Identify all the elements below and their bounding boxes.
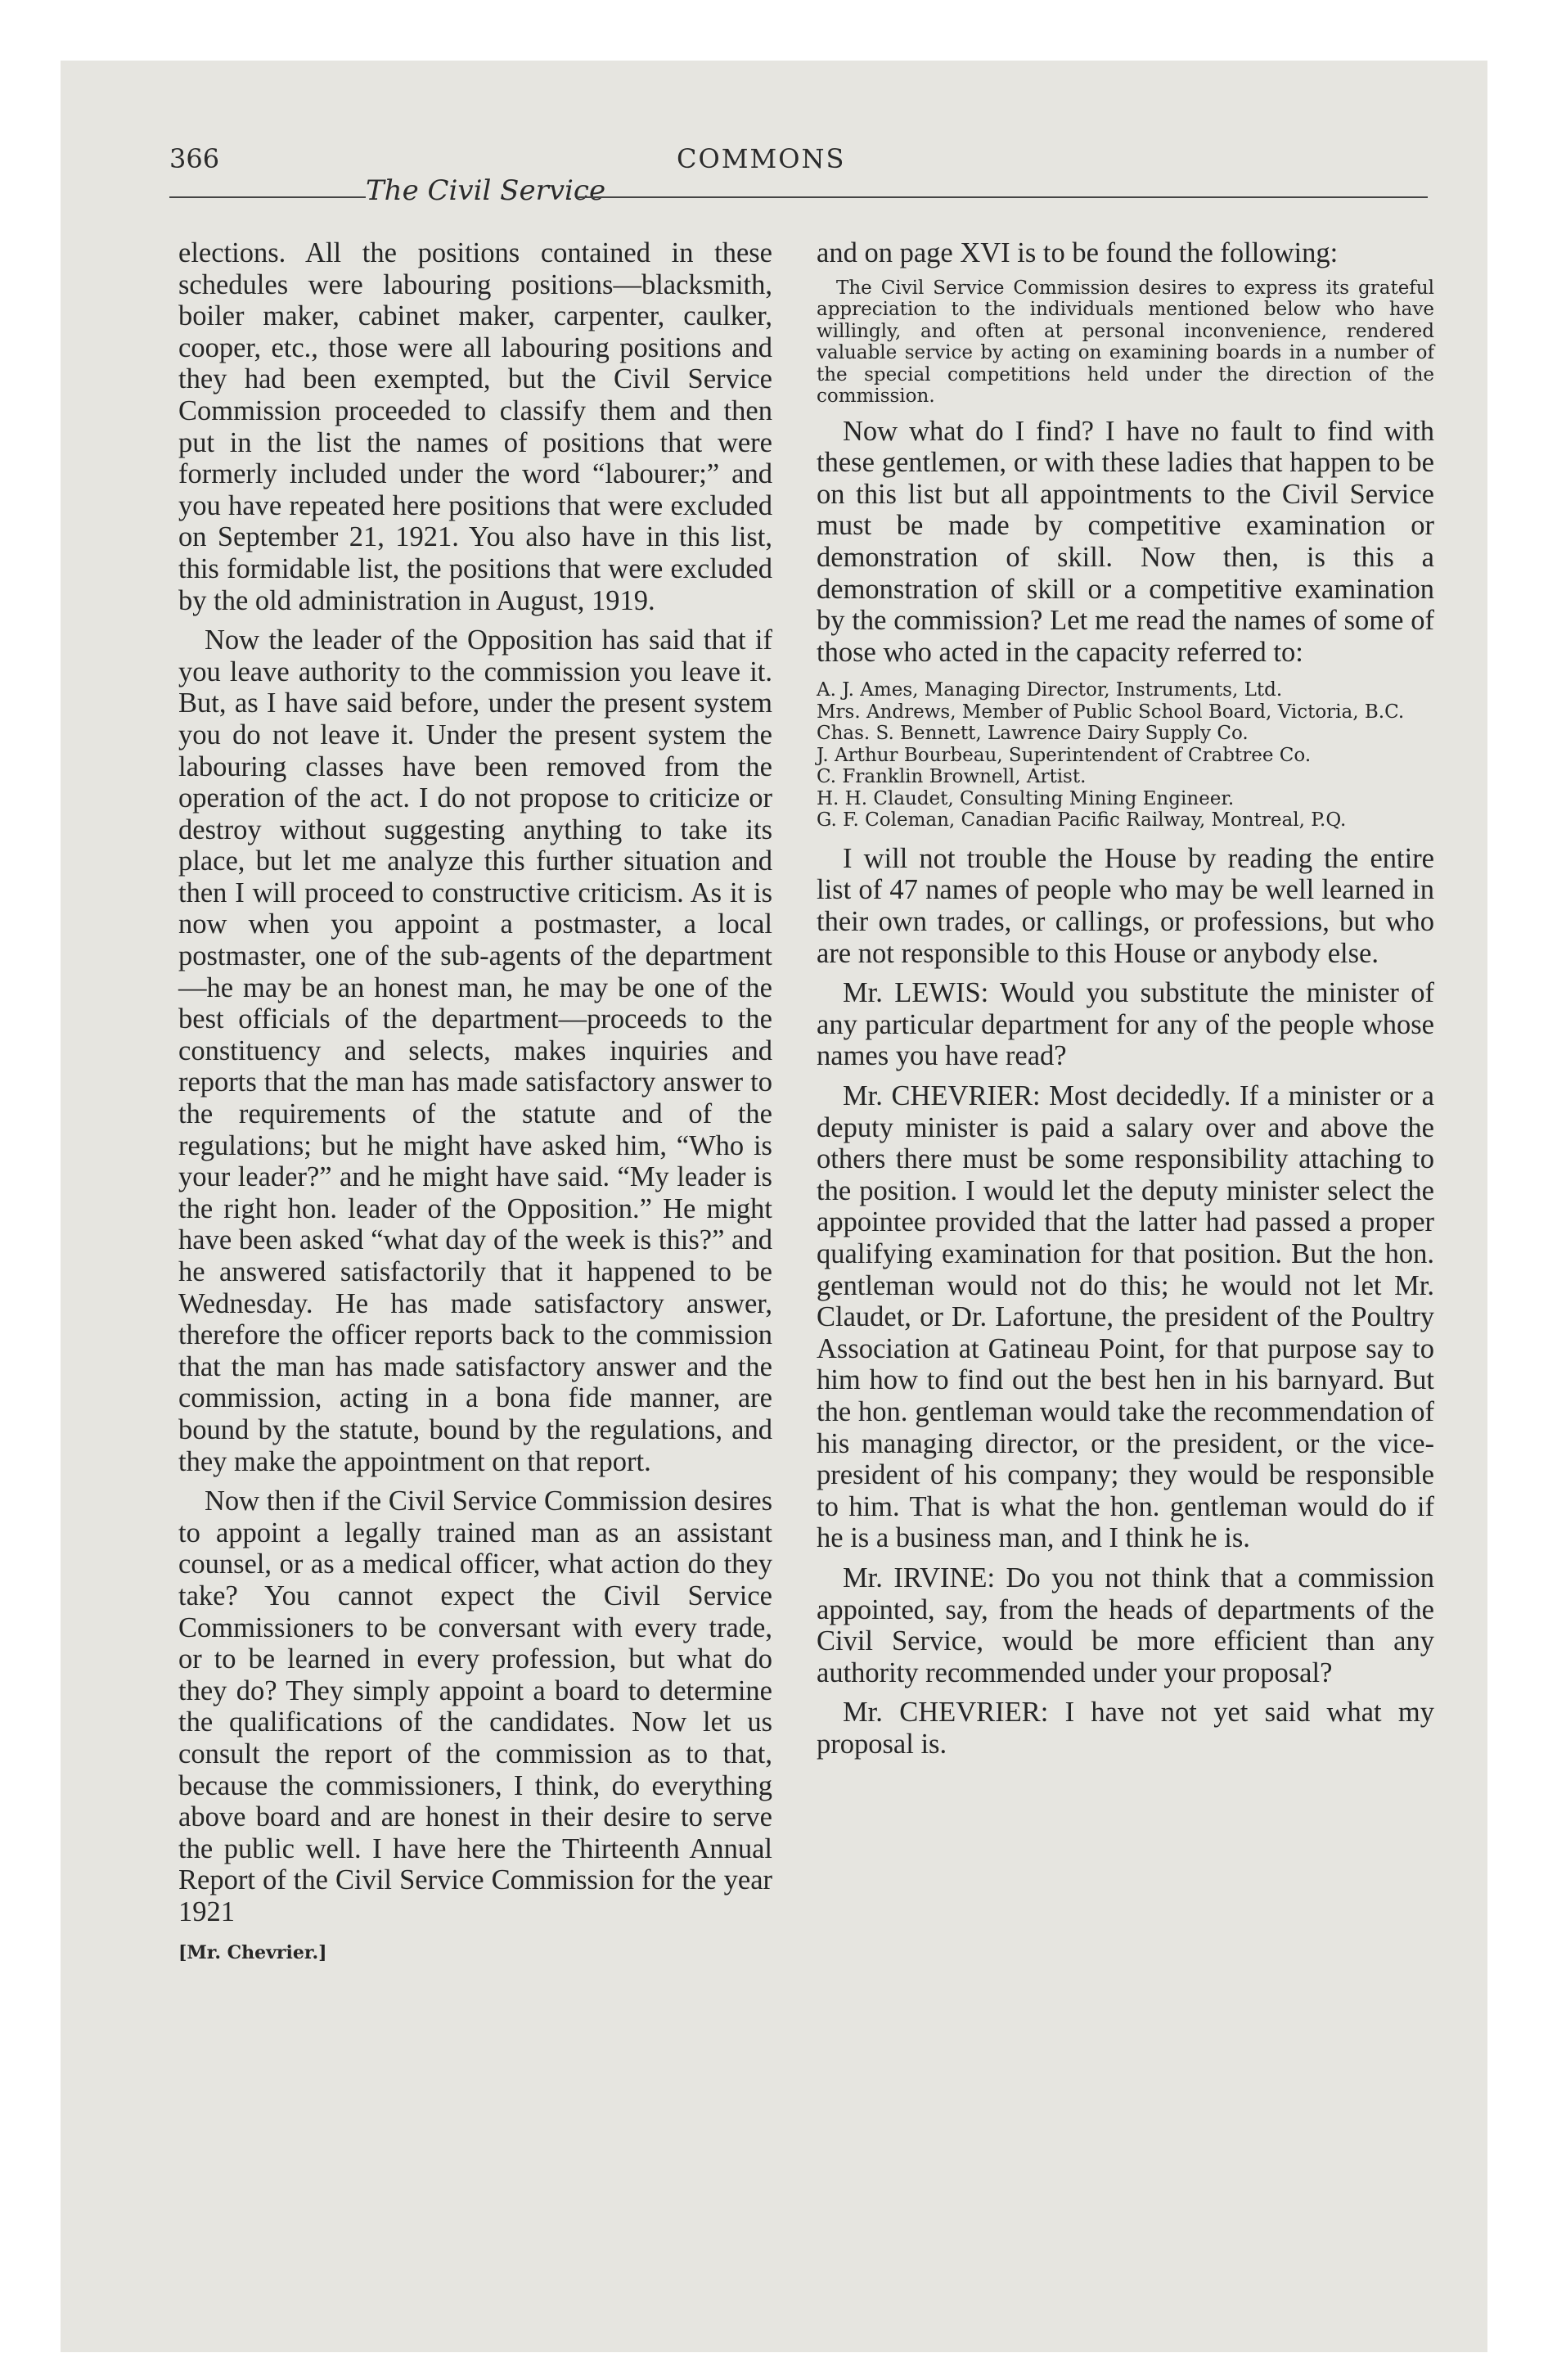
left-paragraph-1: elections. All the positions contained in these schedules were labouring positions—blacksmith, boiler maker, cabinet maker, carpenter, caulker, cooper, etc., those were all labouring positions and they had been exempted, but the Civil Service Commission proceeded to classify them and then put in the list the names of positions that were formerly included under the word “labourer;” and you have repeated here positions that were excluded on September 21, 1921. You also have in this list, this formidable list, the positions that were excluded by the old administration in August, 1919.: [178, 237, 772, 616]
page-number: 366: [169, 143, 220, 174]
names-list: [817, 679, 1434, 832]
right-paragraph-trouble: I will not trouble the House by reading the entire list of 47 names of people who may be well learned in their own trades, or callings, or professions, but who are not responsible to this House or anybody else.: [817, 842, 1434, 969]
header-rule-right: [577, 196, 1428, 198]
speaker-footer: [Mr. Chevrier.]: [178, 1942, 327, 1964]
left-paragraph-3: Now then if the Civil Service Commission desires to appoint a legally trained man as an assistant counsel, or as a medical officer, what action do they take? You cannot expect the Civil Service Commissioners to be conversant with every trade, or to be learned in every profession, but what do they do? They simply appoint a board to determine the qualifications of the candidates. Now let us consult the report of the commission as to that, because the commissioners, I think, do everything above board and are honest in their desire to serve the public well. I have here the Thirteenth Annual Report of the Civil Service Commission for the year 1921: [178, 1485, 772, 1927]
list-item: G. F. Coleman, Canadian Pacific Railway, Montreal, P.Q.: [817, 809, 1347, 832]
lewis-speech: Mr. LEWIS: Would you substitute the minister of any particular department for any of the people whose names you have read?: [817, 977, 1434, 1072]
list-item: C. Franklin Brownell, Artist.: [817, 766, 1087, 788]
right-intro: and on page XVI is to be found the following:: [817, 237, 1339, 268]
left-column: [178, 237, 772, 1969]
irvine-speech: Mr. IRVINE: Do you not think that a commission appointed, say, from the heads of departments of the Civil Service, would be more efficient than any authority recommended under your proposal?: [817, 1562, 1434, 1688]
right-column: [817, 237, 1434, 1760]
running-title: The Civil Service: [366, 174, 606, 207]
list-item: H. H. Claudet, Consulting Mining Engineer.: [817, 787, 1235, 809]
chevrier-speech-1: Mr. CHEVRIER: Most decidedly. If a minister or a deputy minister is paid a salary over and above the others there must be some responsibility attaching to the position. I would let the deputy minister select the appointee provided that the latter had passed a proper qualifying examination for that position. But the hon. gentleman would not do this; he would not let Mr. Claudet, or Dr. Lafortune, the president of the Poultry Association at Gatineau Point, for that purpose say to him how to find out the best hen in his barnyard. But the hon. gentleman would take the recommendation of his managing director, or the president, or the vice-president of his company; they would be responsible to him. That is what the hon. gentleman would do if he is a business man, and I think he is.: [817, 1080, 1434, 1554]
list-item: A. J. Ames, Managing Director, Instruments, Ltd.: [817, 679, 1283, 701]
list-item: Mrs. Andrews, Member of Public School Board, Victoria, B.C.: [817, 701, 1405, 723]
block-quote: The Civil Service Commission desires to express its grateful appreciation to the individuals mentioned below who have willingly, and often at personal inconvenience, rendered valuable service by acting on examining boards in a number of the special competitions held under the direction of the commission.: [817, 277, 1434, 408]
left-paragraph-2: Now the leader of the Opposition has said that if you leave authority to the commission you leave it. But, as I have said before, under the present system you do not leave it. Under the present system the labouring classes have been removed from the operation of the act. I do not propose to criticize or destroy without suggesting anything to take its place, but let me analyze this further situation and then I will proceed to constructive criticism. As it is now when you appoint a postmaster, a local postmaster, one of the sub-agents of the department—he may be an honest man, he may be one of the best officials of the department—proceeds to the constituency and selects, makes inquiries and reports that the man has made satisfactory answer to the requirements of the statute and of the regulations; but he might have asked him, “Who is your leader?” and he might have said. “My leader is the right hon. leader of the Opposition.” He might have been asked “what day of the week is this?” and he answered satisfactorily that it happened to be Wednesday. He has made satisfactory answer, therefore the officer reports back to the commission that the man has made satisfactory answer and the commission, acting in a bona fide manner, are bound by the statute, bound by the regulations, and they make the appointment on that report.: [178, 624, 772, 1477]
right-paragraph-find: Now what do I find? I have no fault to find with these gentlemen, or with these ladies that happen to be on this list but all appointments to the Civil Service must be made by competitive examination or demonstration of skill. Now then, is this a demonstration of skill or a competitive examination by the commission? Let me read the names of some of those who acted in the capacity referred to:: [817, 415, 1434, 668]
section-title: COMMONS: [677, 143, 846, 174]
list-item: J. Arthur Bourbeau, Superintendent of Crabtree Co.: [817, 744, 1312, 766]
header-rule-left: [169, 196, 366, 198]
list-item: Chas. S. Bennett, Lawrence Dairy Supply Co.: [817, 723, 1249, 745]
chevrier-speech-2: Mr. CHEVRIER: I have not yet said what my proposal is.: [817, 1697, 1434, 1760]
page-header: [169, 143, 1429, 217]
